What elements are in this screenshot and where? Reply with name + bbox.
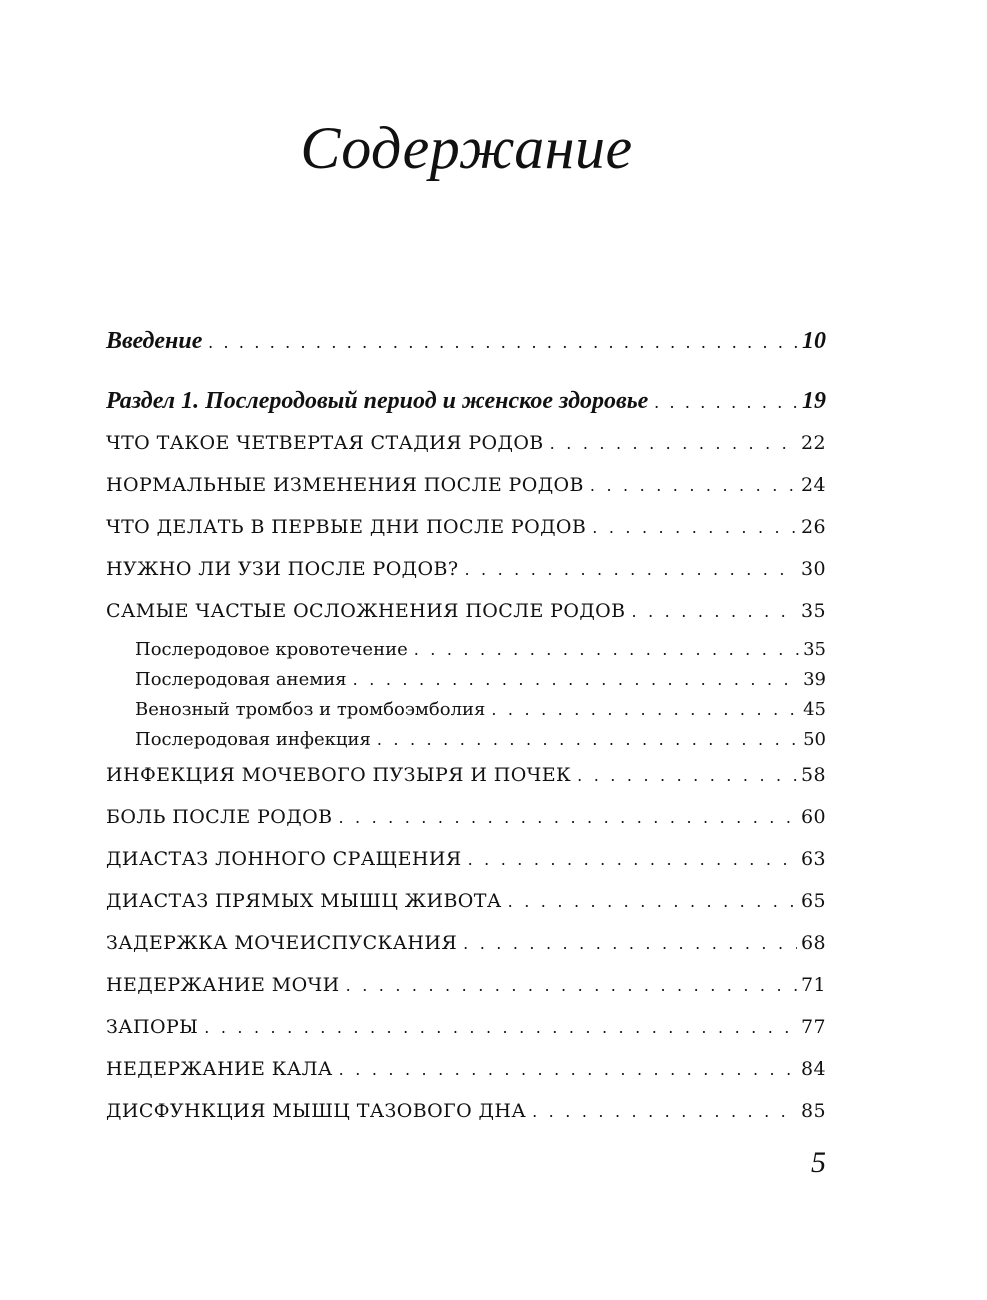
page-title: Содержание bbox=[300, 115, 633, 181]
toc-entry-page: 50 bbox=[803, 729, 826, 750]
toc-entry-page: 10 bbox=[802, 328, 826, 354]
dot-leader bbox=[590, 476, 797, 495]
toc-subentry[interactable] bbox=[106, 669, 826, 690]
dot-leader bbox=[338, 808, 797, 827]
toc-entry-title: ИНФЕКЦИЯ МОЧЕВОГО ПУЗЫРЯ И ПОЧЕК bbox=[106, 764, 572, 786]
toc-subentry[interactable] bbox=[106, 729, 826, 750]
toc-section-entry[interactable] bbox=[106, 388, 826, 415]
toc-entry[interactable] bbox=[106, 432, 826, 454]
toc-entry[interactable] bbox=[106, 558, 826, 580]
toc-entry-title: ДИСФУНКЦИЯ МЫШЦ ТАЗОВОГО ДНА bbox=[106, 1100, 527, 1122]
toc-entry-page: 63 bbox=[801, 848, 826, 870]
toc-entry-page: 68 bbox=[801, 932, 826, 954]
dot-leader bbox=[491, 700, 799, 719]
toc-entry[interactable] bbox=[106, 1016, 826, 1038]
toc-entry-page: 65 bbox=[801, 890, 826, 912]
dot-leader bbox=[464, 560, 797, 579]
dot-leader bbox=[577, 766, 797, 785]
dot-leader bbox=[204, 1018, 797, 1037]
toc-entry[interactable] bbox=[106, 1100, 826, 1122]
toc-entry-title: ЧТО ДЕЛАТЬ В ПЕРВЫЕ ДНИ ПОСЛЕ РОДОВ bbox=[106, 516, 587, 538]
toc-entry-title: Послеродовое кровотечение bbox=[135, 639, 408, 660]
dot-leader bbox=[353, 670, 799, 689]
toc-entry-page: 30 bbox=[801, 558, 826, 580]
toc-entry-title: НОРМАЛЬНЫЕ ИЗМЕНЕНИЯ ПОСЛЕ РОДОВ bbox=[106, 474, 584, 496]
toc-entry-page: 84 bbox=[801, 1058, 826, 1080]
toc-entry-page: 26 bbox=[801, 516, 826, 538]
toc-entry-title: Венозный тромбоз и тромбоэмболия bbox=[135, 699, 486, 720]
toc-entry-title: НУЖНО ЛИ УЗИ ПОСЛЕ РОДОВ? bbox=[106, 558, 459, 580]
toc-entry[interactable] bbox=[106, 600, 826, 622]
toc-entry-title: БОЛЬ ПОСЛЕ РОДОВ bbox=[106, 806, 333, 828]
toc-entry-page: 22 bbox=[801, 432, 826, 454]
toc-entry-title: ДИАСТАЗ ЛОННОГО СРАЩЕНИЯ bbox=[106, 848, 462, 870]
page-number: 5 bbox=[811, 1146, 826, 1179]
toc-entry-title: Раздел 1. Послеродовый период и женское здоровье bbox=[106, 388, 649, 414]
toc-entry[interactable] bbox=[106, 974, 826, 996]
toc-entry-page: 71 bbox=[801, 974, 826, 996]
toc-entry-title: ЧТО ТАКОЕ ЧЕТВЕРТАЯ СТАДИЯ РОДОВ bbox=[106, 432, 544, 454]
toc-entry-page: 60 bbox=[801, 806, 826, 828]
toc-entry[interactable] bbox=[106, 848, 826, 870]
toc-entry[interactable] bbox=[106, 474, 826, 496]
dot-leader bbox=[550, 434, 797, 453]
toc-entry[interactable] bbox=[106, 1058, 826, 1080]
toc-entry[interactable] bbox=[106, 516, 826, 538]
toc-entry-title: ЗАДЕРЖКА МОЧЕИСПУСКАНИЯ bbox=[106, 932, 458, 954]
toc-entry-page: 77 bbox=[801, 1016, 826, 1038]
dot-leader bbox=[468, 850, 797, 869]
dot-leader bbox=[339, 1060, 797, 1079]
dot-leader bbox=[592, 518, 797, 537]
toc-entry-page: 85 bbox=[801, 1100, 826, 1122]
toc-subentry[interactable] bbox=[106, 639, 826, 660]
toc-section-entry[interactable] bbox=[106, 328, 826, 355]
dot-leader bbox=[208, 332, 798, 353]
toc-entry-page: 39 bbox=[803, 669, 826, 690]
dot-leader bbox=[654, 392, 798, 413]
toc-entry[interactable] bbox=[106, 890, 826, 912]
toc-entry-title: ЗАПОРЫ bbox=[106, 1016, 199, 1038]
toc-entry-page: 24 bbox=[801, 474, 826, 496]
toc-entry[interactable] bbox=[106, 806, 826, 828]
dot-leader bbox=[377, 730, 799, 749]
toc-entry-title: Послеродовая инфекция bbox=[135, 729, 371, 750]
dot-leader bbox=[414, 640, 799, 659]
toc-entry-title: ДИАСТАЗ ПРЯМЫХ МЫШЦ ЖИВОТА bbox=[106, 890, 502, 912]
toc-entry-title: Послеродовая анемия bbox=[135, 669, 347, 690]
toc-entry[interactable] bbox=[106, 764, 826, 786]
dot-leader bbox=[532, 1102, 797, 1121]
toc-entry-title: САМЫЕ ЧАСТЫЕ ОСЛОЖНЕНИЯ ПОСЛЕ РОДОВ bbox=[106, 600, 626, 622]
toc-entry-title: НЕДЕРЖАНИЕ КАЛА bbox=[106, 1058, 333, 1080]
toc-entry-page: 58 bbox=[801, 764, 826, 786]
toc-entry-title: Введение bbox=[106, 328, 203, 354]
dot-leader bbox=[508, 892, 797, 911]
toc-entry[interactable] bbox=[106, 932, 826, 954]
toc-entry-title: НЕДЕРЖАНИЕ МОЧИ bbox=[106, 974, 340, 996]
toc-entry-page: 45 bbox=[803, 699, 826, 720]
toc-entry-page: 35 bbox=[803, 639, 826, 660]
toc-entry-page: 19 bbox=[802, 388, 826, 414]
dot-leader bbox=[463, 934, 797, 953]
dot-leader bbox=[632, 602, 797, 621]
toc-entry-page: 35 bbox=[801, 600, 826, 622]
toc-subentry[interactable] bbox=[106, 699, 826, 720]
dot-leader bbox=[346, 976, 797, 995]
